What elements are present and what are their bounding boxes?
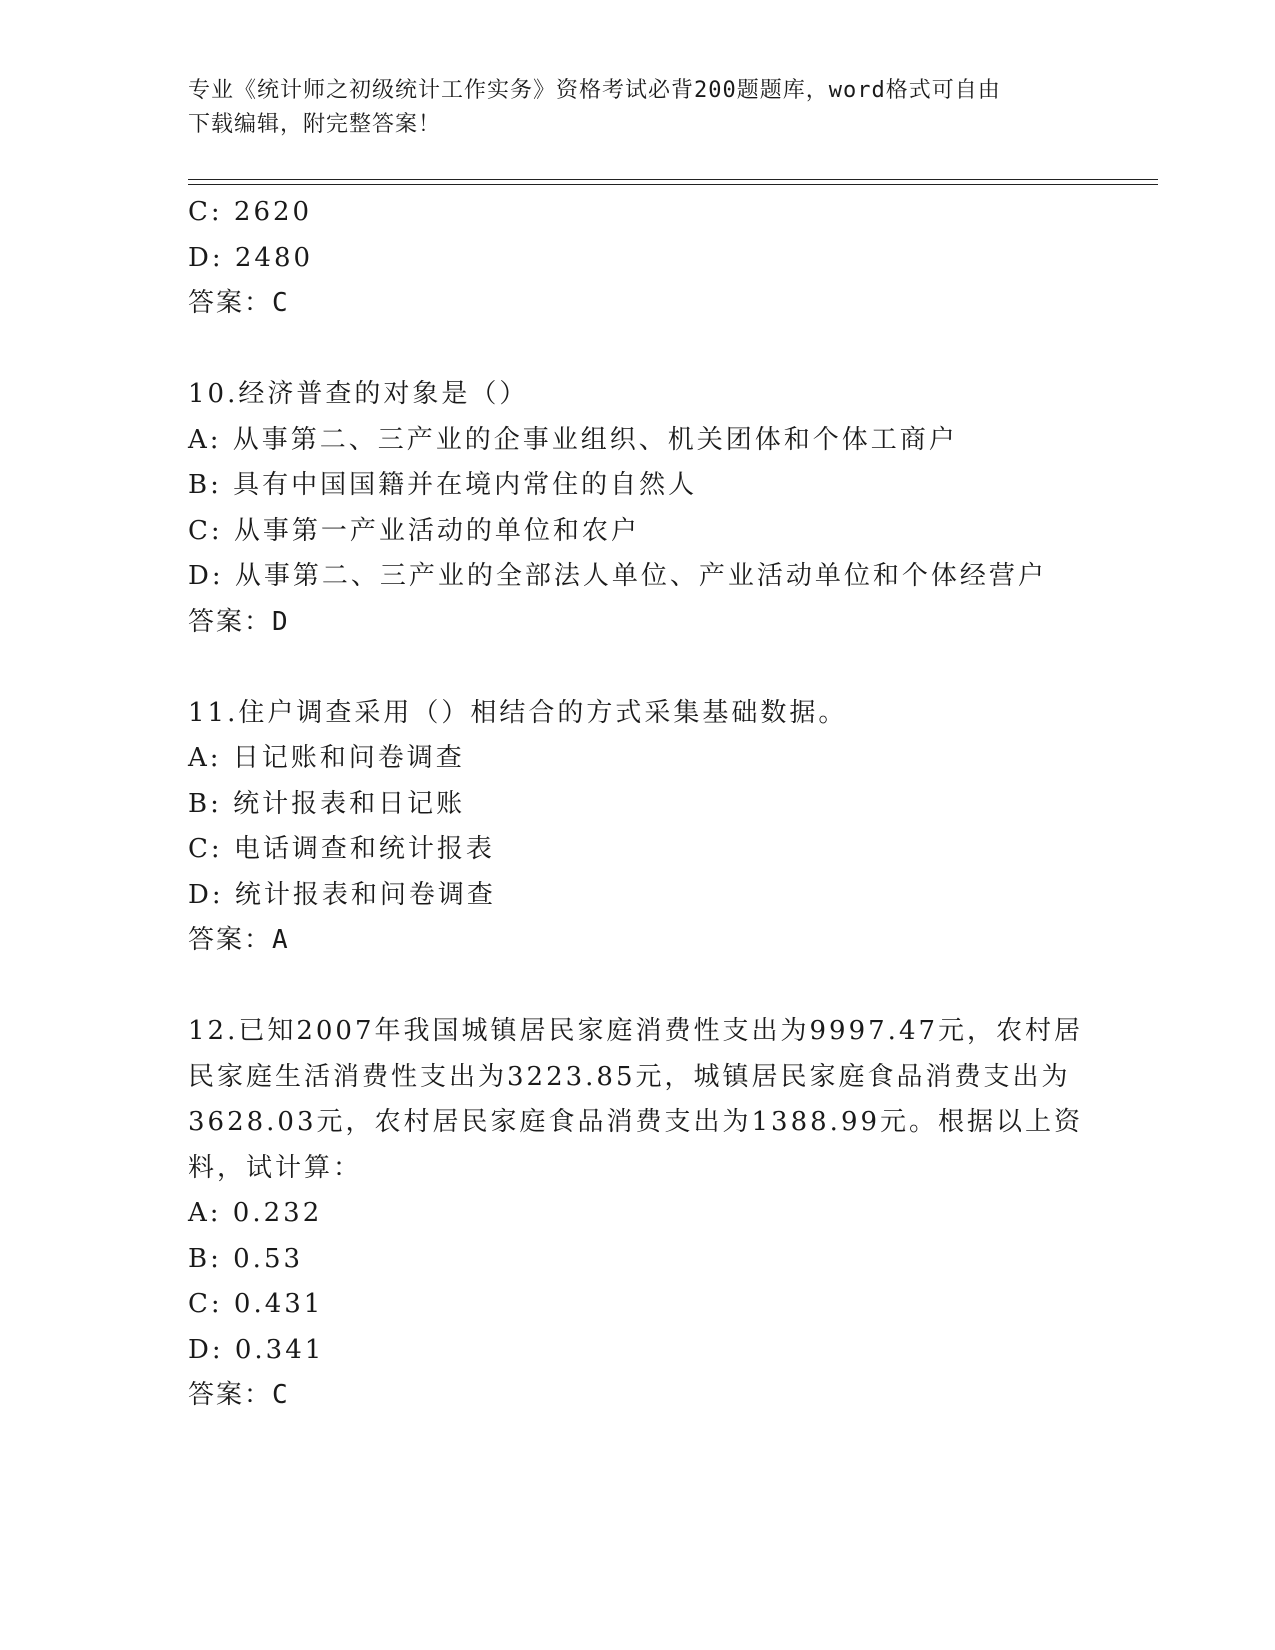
question-stem-line-1: 12.已知2007年我国城镇居民家庭消费性支出为9997.47元，农村居 [188, 1016, 1084, 1046]
header-line-1: 专业《统计师之初级统计工作实务》资格考试必背200题题库，word格式可自由 [188, 78, 1001, 103]
question-stem-line-3: 3628.03元，农村居民家庭食品消费支出为1388.99元。根据以上资 [188, 1107, 1084, 1137]
answer-label: 答案： [188, 925, 273, 955]
option-a: A: 从事第二、三产业的企事业组织、机关团体和个体工商户 [188, 424, 958, 455]
spacer [188, 327, 1148, 373]
question-stem: 11.住户调查采用（）相结合的方式采集基础数据。 [188, 697, 848, 728]
option-b: B: 统计报表和日记账 [188, 788, 466, 819]
answer [188, 281, 1148, 327]
option-c: C: 电话调查和统计报表 [188, 834, 495, 864]
answer [188, 600, 1148, 646]
header-line-2: 下载编辑，附完整答案！ [188, 112, 442, 137]
option-a: A: 0.232 [188, 1198, 323, 1228]
question-stem-line-4: 料，试计算： [188, 1152, 363, 1183]
answer-label: 答案： [188, 1380, 273, 1410]
document-header [188, 74, 1088, 142]
option-c: C: 2620 [188, 197, 313, 227]
option-b: B: 具有中国国籍并在境内常住的自然人 [188, 470, 698, 500]
answer-value: A [272, 925, 288, 955]
option-d: D: 2480 [188, 242, 314, 273]
option-a: A: 日记账和问卷调查 [188, 743, 465, 773]
answer-label: 答案： [188, 606, 273, 637]
question-stem: 10.经济普查的对象是（） [188, 379, 529, 409]
answer [188, 918, 1148, 964]
answer-value: C [272, 288, 288, 318]
option-c: C: 0.431 [188, 1289, 324, 1319]
spacer [188, 964, 1148, 1010]
question-11 [188, 691, 1148, 964]
prev-question [188, 190, 1148, 327]
answer [188, 1373, 1148, 1419]
option-d: D: 统计报表和问卷调查 [188, 879, 496, 910]
answer-value: C [272, 1380, 288, 1410]
question-10 [188, 372, 1148, 645]
spacer [188, 645, 1148, 691]
option-b: B: 0.53 [188, 1243, 304, 1274]
header-divider-top [188, 179, 1158, 180]
question-12 [188, 1009, 1148, 1419]
option-d: D: 从事第二、三产业的全部法人单位、产业活动单位和个体经营户 [188, 561, 1047, 591]
question-content [188, 190, 1148, 1419]
option-d: D: 0.341 [188, 1334, 325, 1365]
answer-value: D [272, 606, 288, 637]
option-c: C: 从事第一产业活动的单位和农户 [188, 515, 640, 546]
answer-label: 答案： [188, 288, 273, 318]
question-stem-line-2: 民家庭生活消费性支出为3223.85元，城镇居民家庭食品消费支出为 [188, 1061, 1071, 1092]
header-divider-bottom [188, 184, 1158, 185]
